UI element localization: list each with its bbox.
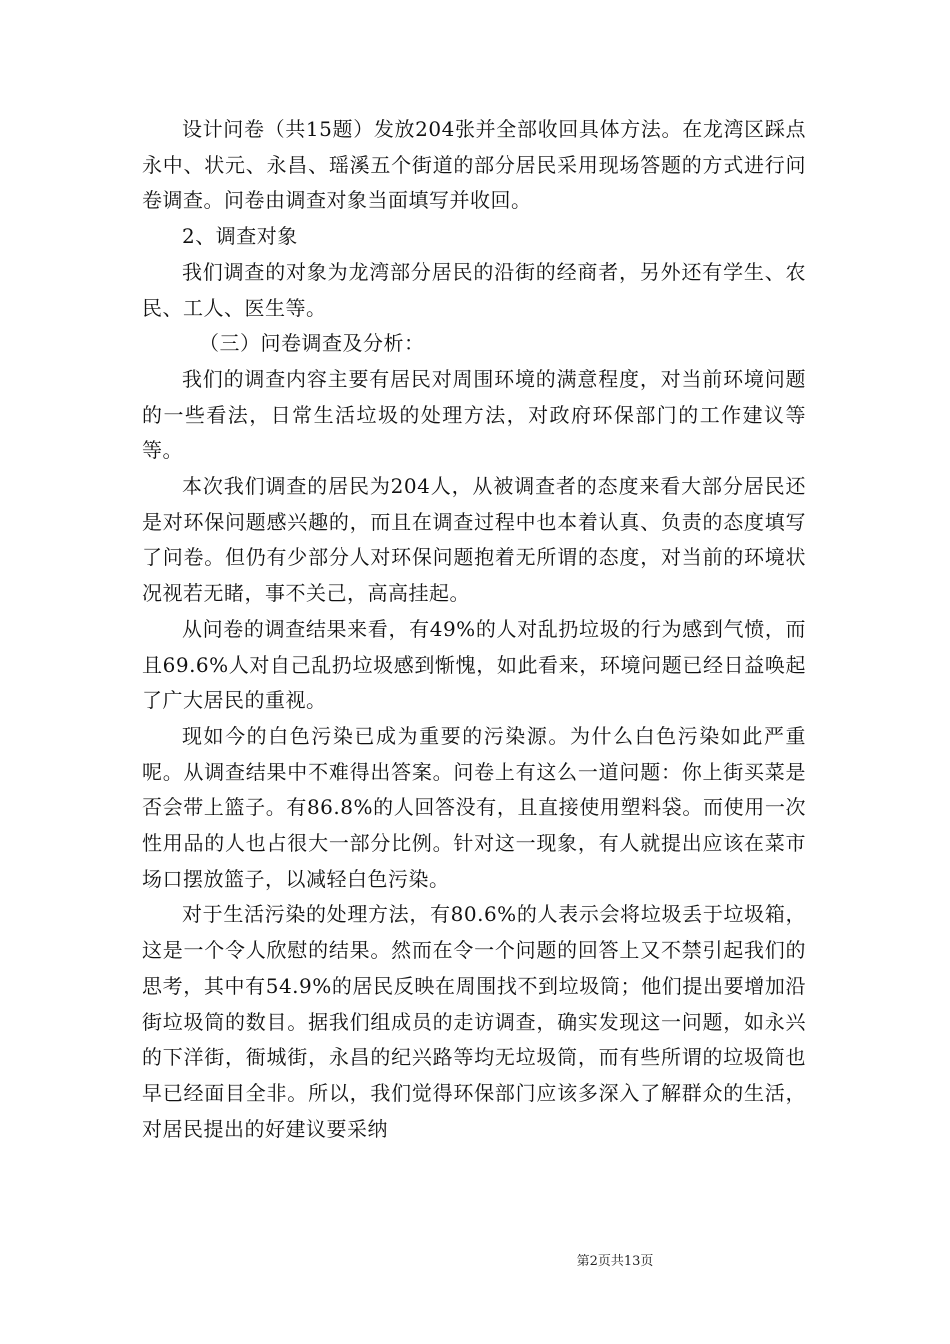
section-heading-questionnaire-analysis: （三）问卷调查及分析： [199, 331, 425, 356]
page-number-footer: 第2页共13页 [576, 1254, 654, 1269]
paragraph-subjects: 我们调查的对象为龙湾部分居民的沿街的经商者，另外还有学生、农民、工人、医生等。 [142, 259, 806, 320]
document-body [142, 112, 806, 1147]
paragraph-survey-content: 我们的调查内容主要有居民对周围环境的满意程度，对当前环境问题的一些看法，日常生活垃圾的处理方法，对政府环保部门的工作建议等等。 [142, 366, 806, 463]
paragraph-littering-results: 从问卷的调查结果来看，有49%的人对乱扔垃圾的行为感到气愤，而且69.6%人对自己乱扔垃圾感到惭愧，如此看来，环境问题已经日益唤起了广大居民的重视。 [142, 616, 806, 713]
paragraph-method: 设计问卷（共15题）发放204张并全部收回具体方法。在龙湾区踩点永中、状元、永昌、瑶溪五个街道的部分居民采用现场答题的方式进行问卷调查。问卷由调查对象当面填写并收回。 [142, 117, 806, 213]
section-heading-survey-subjects: 2、调查对象 [182, 224, 298, 249]
paragraph-respondents: 本次我们调查的居民为204人，从被调查者的态度来看大部分居民还是对环保问题感兴趣的，而且在调查过程中也本着认真、负责的态度填写了问卷。但仍有少部分人对环保问题抱着无所谓的态度，对当前的环境状况视若无睹，事不关己，高高挂起。 [142, 474, 806, 606]
paragraph-white-pollution: 现如今的白色污染已成为重要的污染源。为什么白色污染如此严重呢。从调查结果中不难得出答案。问卷上有这么一道问题：你上街买菜是否会带上篮子。有86.8%的人回答没有，且直接使用塑料袋。而使用一次性用品的人也占很大一部分比例。针对这一现象，有人就提出应该在菜市场口摆放篮子，以减轻白色污染。 [142, 723, 806, 891]
paragraph-garbage-handling: 对于生活污染的处理方法，有80.6%的人表示会将垃圾丢于垃圾箱，这是一个令人欣慰的结果。然而在令一个问题的回答上又不禁引起我们的思考，其中有54.9%的居民反映在周围找不到垃圾筒；他们提出要增加沿街垃圾筒的数目。据我们组成员的走访调查，确实发现这一问题，如永兴的下洋街，衙城街，永昌的纪兴路等均无垃圾筒，而有些所谓的垃圾筒也早已经面目全非。所以，我们觉得环保部门应该多深入了解群众的生活，对居民提出的好建议要采纳 [142, 902, 806, 1141]
